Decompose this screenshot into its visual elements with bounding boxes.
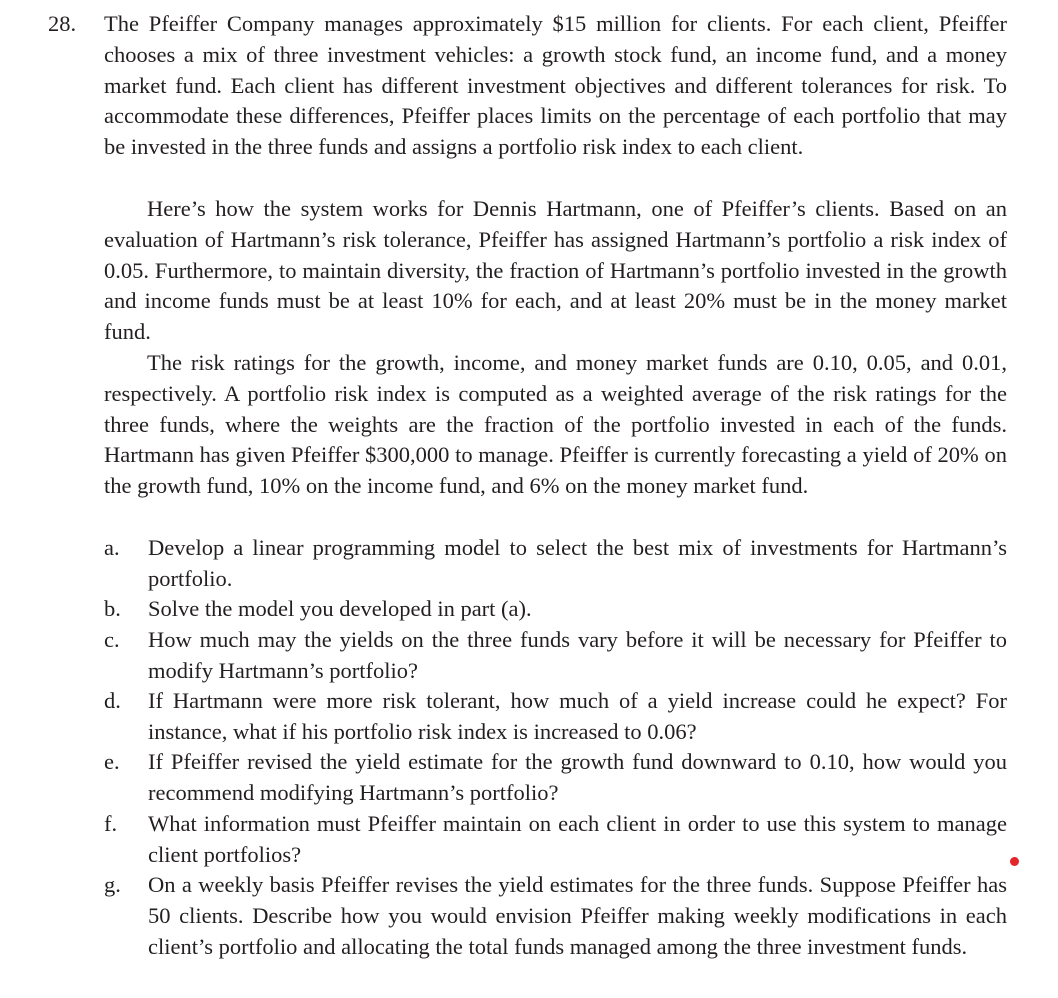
question-letter: a. xyxy=(104,535,120,560)
question-letter: f. xyxy=(104,811,118,836)
question-letter: b. xyxy=(104,596,121,621)
question-text: If Hartmann were more risk tolerant, how much of a yield increase could he expect? For instance, what if his portfolio risk index is increased to 0.06? xyxy=(148,688,1007,744)
question-letter: g. xyxy=(104,872,121,897)
question-text: How much may the yields on the three funds vary before it will be necessary for Pfeiffer to modify Hartmann’s portfolio? xyxy=(148,627,1007,683)
question-text: If Pfeiffer revised the yield estimate for the growth fund downward to 0.10, how would you recommend modifying Hartmann’s portfolio? xyxy=(148,749,1007,805)
problem-hartmann-paragraph: Here’s how the system works for Dennis Hartmann, one of Pfeiffer’s clients. Based on an evaluation of Hartmann’s risk tolerance, Pfeiffer has assigned Hartmann’s portfolio a risk index of 0.05. Furthermore, to maintain diversity, the fraction of Hartmann’s portfolio invested in the growth and income funds must be at least 10% for each, and at least 20% must be in the money market fund. xyxy=(104,196,1007,345)
red-marker-dot xyxy=(1010,857,1019,866)
problem-intro-paragraph: The Pfeiffer Company manages approximately $15 million for clients. For each client, Pfeiffer chooses a mix of three investment vehicles: a growth stock fund, an income fund, and a money market fund. Each client has different investment objectives and different tolerances for risk. To accommodate these differences, Pfeiffer places limits on the percentage of each portfolio that may be invested in the three funds and assigns a portfolio risk index to each client. xyxy=(104,11,1007,160)
problem-number: 28. xyxy=(48,11,77,36)
problem-risk-ratings-paragraph: The risk ratings for the growth, income, and money market funds are 0.10, 0.05, and 0.01, respectively. A portfolio risk index is computed as a weighted average of the risk ratings for the three funds, where the weights are the fraction of the portfolio invested in each of the funds. Hartmann has given Pfeiffer $300,000 to manage. Pfeiffer is currently forecasting a yield of 20% on the growth fund, 10% on the income fund, and 6% on the money market fund. xyxy=(104,350,1007,499)
question-text: What information must Pfeiffer maintain on each client in order to use this system to manage client portfolios? xyxy=(148,811,1007,867)
question-text: Develop a linear programming model to select the best mix of investments for Hartmann’s portfolio. xyxy=(148,535,1007,591)
question-text: Solve the model you developed in part (a). xyxy=(148,596,532,621)
question-letter: e. xyxy=(104,749,120,774)
question-letter: c. xyxy=(104,627,120,652)
question-letter: d. xyxy=(104,688,121,713)
question-text: On a weekly basis Pfeiffer revises the yield estimates for the three funds. Suppose Pfeiffer has 50 clients. Describe how you would envision Pfeiffer making weekly modifications in each client’s portfolio and allocating the total funds managed among the three investment funds. xyxy=(148,872,1007,959)
